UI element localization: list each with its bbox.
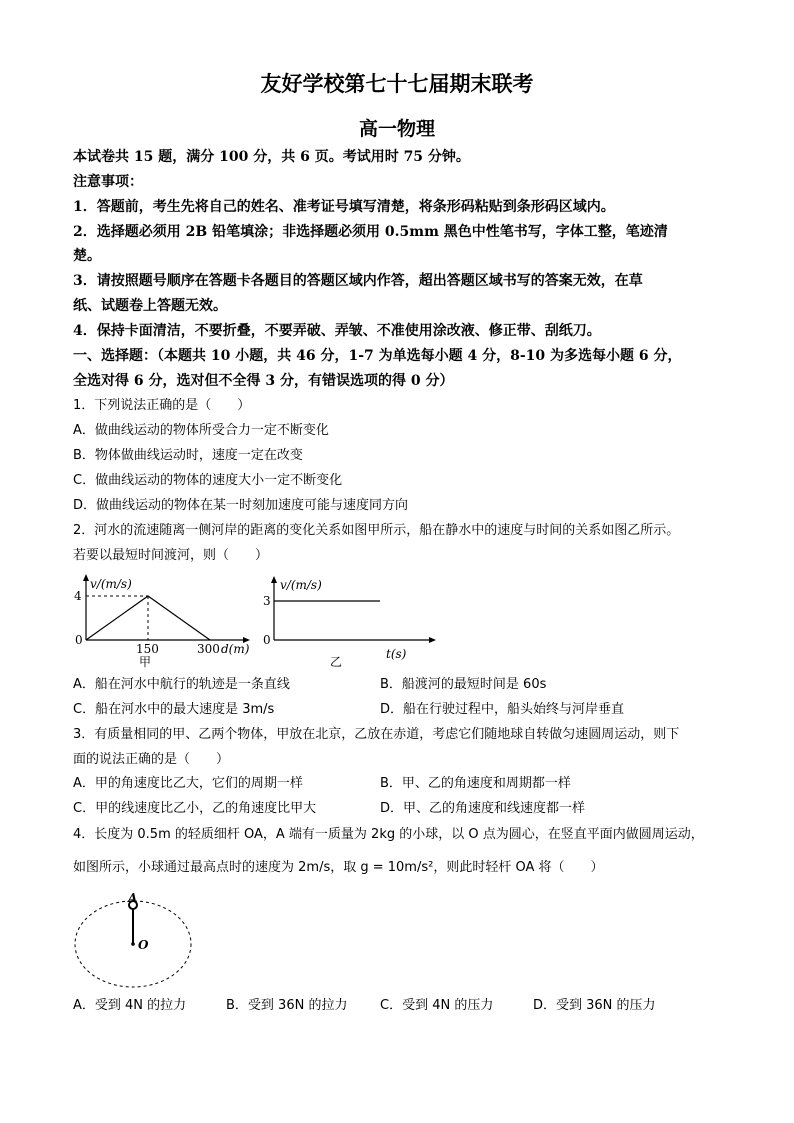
q1-option-b: B．物体做曲线运动时，速度一定在改变	[73, 448, 303, 463]
exam-intro: 本试卷共 15 题，满分 100 分，共 6 页。考试用时 75 分钟。	[73, 149, 470, 165]
q2-option-c: C．船在河水中的最大速度是 3m/s	[73, 702, 275, 717]
q3-option-a: A．甲的角速度比乙大，它们的周期一样	[73, 776, 303, 791]
q2-stem-line-1: 2．河水的流速随离一侧河岸的距离的变化关系如图甲所示，船在静水中的速度与时间的关系如图乙所示。	[73, 523, 680, 538]
q2-figure-b-boat-speed-graph	[262, 572, 452, 672]
q3-stem-line-2: 面的说法正确的是（ ）	[73, 752, 230, 767]
q2-fig-a-xtick-300: 300	[197, 642, 220, 656]
note-2-line-2: 楚。	[73, 248, 101, 264]
q1-option-a: A．做曲线运动的物体所受合力一定不断变化	[73, 423, 329, 438]
q2-fig-b-xlabel: t(s)	[386, 647, 407, 661]
q4-option-d: D．受到 36N 的压力	[533, 998, 656, 1013]
q4-label-o: O	[138, 938, 149, 952]
note-1: 1．答题前，考生先将自己的姓名、准考证号填写清楚，将条形码粘贴到条形码区域内。	[73, 199, 615, 215]
q4-option-a: A．受到 4N 的拉力	[73, 998, 187, 1013]
q2-option-b: B．船渡河的最短时间是 60s	[380, 677, 547, 692]
note-2-line-1: 2．选择题必须用 2B 铅笔填涂；非选择题必须用 0.5mm 黑色中性笔书写，字体工整，笔迹清	[73, 224, 668, 240]
q3-option-d: D．甲、乙的角速度和线速度都一样	[380, 801, 586, 816]
q4-rod-circle-figure	[70, 888, 200, 993]
q2-option-d: D．船在行驶过程中，船头始终与河岸垂直	[380, 702, 625, 717]
note-4: 4．保持卡面清洁，不要折叠，不要弄破、弄皱、不准使用涂改液、修正带、刮纸刀。	[73, 323, 601, 339]
q2-fig-a-ytick: 4	[74, 589, 82, 603]
q2-stem-line-2: 若要以最短时间渡河，则（ ）	[73, 548, 269, 563]
exam-title: 友好学校第七十七届期末联考	[260, 71, 534, 96]
q4-option-c: C．受到 4N 的压力	[380, 998, 494, 1013]
q2-fig-a-xtick-150: 150	[136, 642, 159, 656]
notes-title: 注意事项：	[73, 174, 143, 190]
subject-title: 高一物理	[358, 118, 435, 140]
q3-option-c: C．甲的线速度比乙小，乙的角速度比甲大	[73, 801, 317, 816]
q1-option-c: C．做曲线运动的物体的速度大小一定不断变化	[73, 473, 343, 488]
q2-fig-a-caption: 甲	[139, 655, 152, 669]
q3-option-b: B．甲、乙的角速度和周期都一样	[380, 776, 571, 791]
q2-fig-b-origin: 0	[263, 633, 271, 647]
q1-stem: 1．下列说法正确的是（ ）	[73, 398, 251, 413]
q2-figure-a-river-speed-graph	[70, 572, 260, 672]
note-3-line-1: 3．请按照题号顺序在答题卡各题目的答题区域内作答，超出答题区域书写的答案无效，在草	[73, 273, 643, 289]
q4-stem-line-1: 4．长度为 0.5m 的轻质细杆 OA，A 端有一质量为 2kg 的小球，以 O 点为圆心，在竖直平面内做圆周运动，	[73, 827, 704, 842]
q4-option-b: B．受到 36N 的拉力	[226, 998, 348, 1013]
q2-fig-a-origin: 0	[75, 633, 83, 647]
q2-fig-b-ylabel: v/(m/s)	[280, 578, 322, 592]
q2-fig-a-xlabel: d(m)	[221, 642, 250, 656]
q3-stem-line-1: 3．有质量相同的甲、乙两个物体，甲放在北京，乙放在赤道，考虑它们随地球自转做匀速圆周运动，则下	[73, 727, 680, 742]
q2-fig-b-ytick: 3	[263, 594, 271, 608]
q4-stem-line-2: 如图所示，小球通过最高点时的速度为 2m/s，取 g = 10m/s²，则此时轻杆 OA 将（ ）	[73, 860, 604, 875]
q1-option-d: D．做曲线运动的物体在某一时刻加速度可能与速度同方向	[73, 498, 409, 513]
section-1-title-line-1: 一、选择题：（本题共 10 小题，共 46 分，1-7 为单选每小题 4 分，8-10 为多选每小题 6 分，	[73, 348, 682, 364]
q4-label-a: A	[128, 891, 138, 905]
section-1-title-line-2: 全选对得 6 分，选对但不全得 3 分，有错误选项的得 0 分）	[73, 373, 454, 389]
q2-fig-b-caption: 乙	[330, 655, 343, 669]
note-3-line-2: 纸、试题卷上答题无效。	[73, 298, 227, 314]
q2-option-a: A．船在河水中航行的轨迹是一条直线	[73, 677, 290, 692]
q2-fig-a-ylabel: v/(m/s)	[90, 577, 132, 591]
